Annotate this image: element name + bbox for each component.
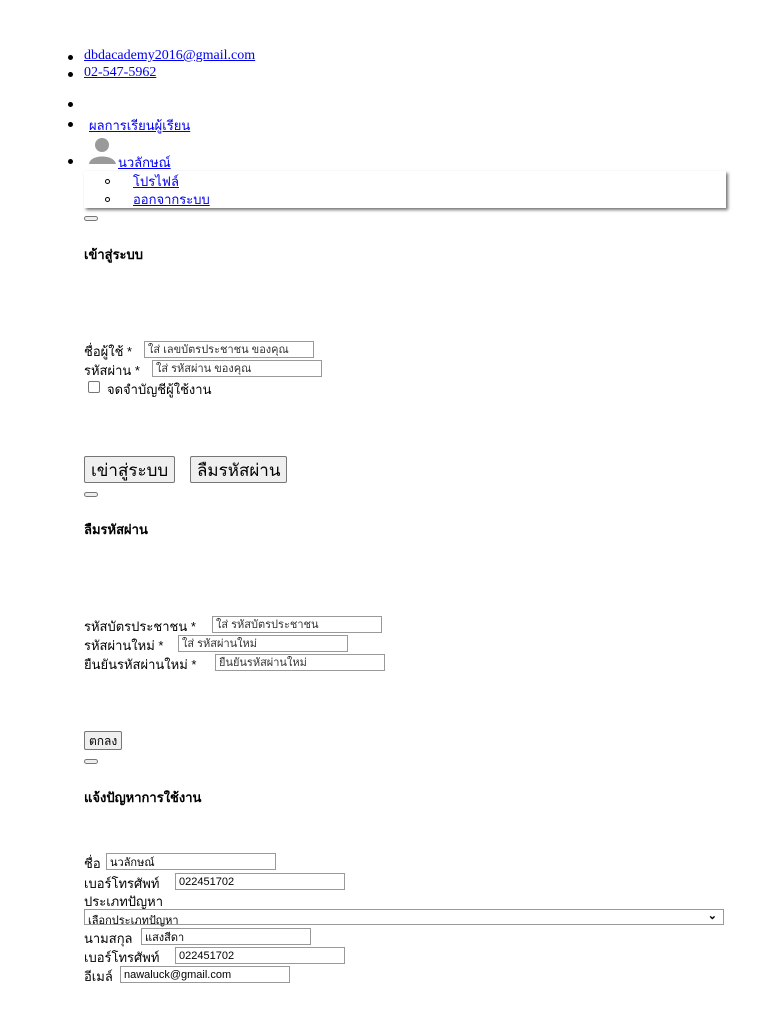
- password-label: รหัสผ่าน *: [84, 363, 140, 378]
- surname-label: นามสกุล: [84, 931, 133, 946]
- contact-email-link[interactable]: dbdacademy2016@gmail.com: [84, 48, 256, 63]
- list-bullet: [68, 102, 73, 107]
- logout-link[interactable]: ออกจากระบบ: [133, 192, 210, 207]
- password-input[interactable]: [152, 360, 322, 377]
- name-input[interactable]: [106, 853, 276, 870]
- new-password-input[interactable]: [178, 635, 348, 652]
- list-bullet: [68, 72, 73, 77]
- username-input[interactable]: [144, 341, 314, 358]
- ok-button[interactable]: ตกลง: [84, 731, 122, 750]
- email-label: อีเมล์: [84, 969, 113, 984]
- new-password-label: รหัสผ่านใหม่ *: [84, 638, 164, 653]
- close-button[interactable]: [84, 216, 98, 221]
- username-label: ชื่อผู้ใช้ *: [84, 344, 133, 359]
- confirm-password-label: ยืนยันรหัสผ่านใหม่ *: [84, 657, 197, 672]
- close-button[interactable]: [84, 759, 98, 764]
- report-title: แจ้งปัญหาการใช้งาน: [84, 790, 202, 805]
- list-bullet: [68, 122, 73, 127]
- surname-input[interactable]: [141, 928, 311, 945]
- phone2-label: เบอร์โทรศัพท์: [84, 950, 160, 965]
- confirm-password-input[interactable]: [215, 654, 385, 671]
- user-avatar-icon: [88, 136, 118, 164]
- list-bullet: [105, 197, 110, 202]
- problem-type-select[interactable]: [84, 909, 724, 925]
- list-bullet: [68, 55, 73, 60]
- phone2-input[interactable]: [175, 947, 345, 964]
- list-bullet: [105, 179, 110, 184]
- email-input[interactable]: [120, 966, 290, 983]
- contact-phone-link[interactable]: 02-547-5962: [84, 65, 157, 80]
- problem-type-selected: เลือกประเภทปัญหา: [88, 915, 179, 927]
- id-card-input[interactable]: [212, 616, 382, 633]
- nav-user-link[interactable]: นวลักษณ์: [118, 155, 171, 170]
- login-button[interactable]: เข่าสู่ระบบ: [84, 456, 175, 483]
- remember-checkbox[interactable]: [88, 381, 100, 393]
- phone-input[interactable]: [175, 873, 345, 890]
- remember-label: จดจำบัญชีผู้ใช้งาน: [107, 382, 212, 397]
- id-card-label: รหัสบัตรประชาชน *: [84, 619, 196, 634]
- forgot-title: ลืมรหัสผ่าน: [84, 522, 148, 537]
- close-button[interactable]: [84, 492, 98, 497]
- profile-link[interactable]: โปรไฟล์: [133, 174, 179, 189]
- login-title: เข้าสู่ระบบ: [84, 247, 144, 262]
- phone-label: เบอร์โทรศัพท์: [84, 876, 160, 891]
- problem-type-label: ประเภทปัญหา: [84, 894, 163, 909]
- chevron-down-icon: ⌄: [707, 910, 717, 922]
- forgot-password-button[interactable]: ลืมรหัสผ่าน: [190, 456, 287, 483]
- nav-results-link[interactable]: ผลการเรียนผู้เรียน: [89, 118, 191, 133]
- name-label: ชื่อ: [84, 856, 101, 871]
- list-bullet: [68, 159, 73, 164]
